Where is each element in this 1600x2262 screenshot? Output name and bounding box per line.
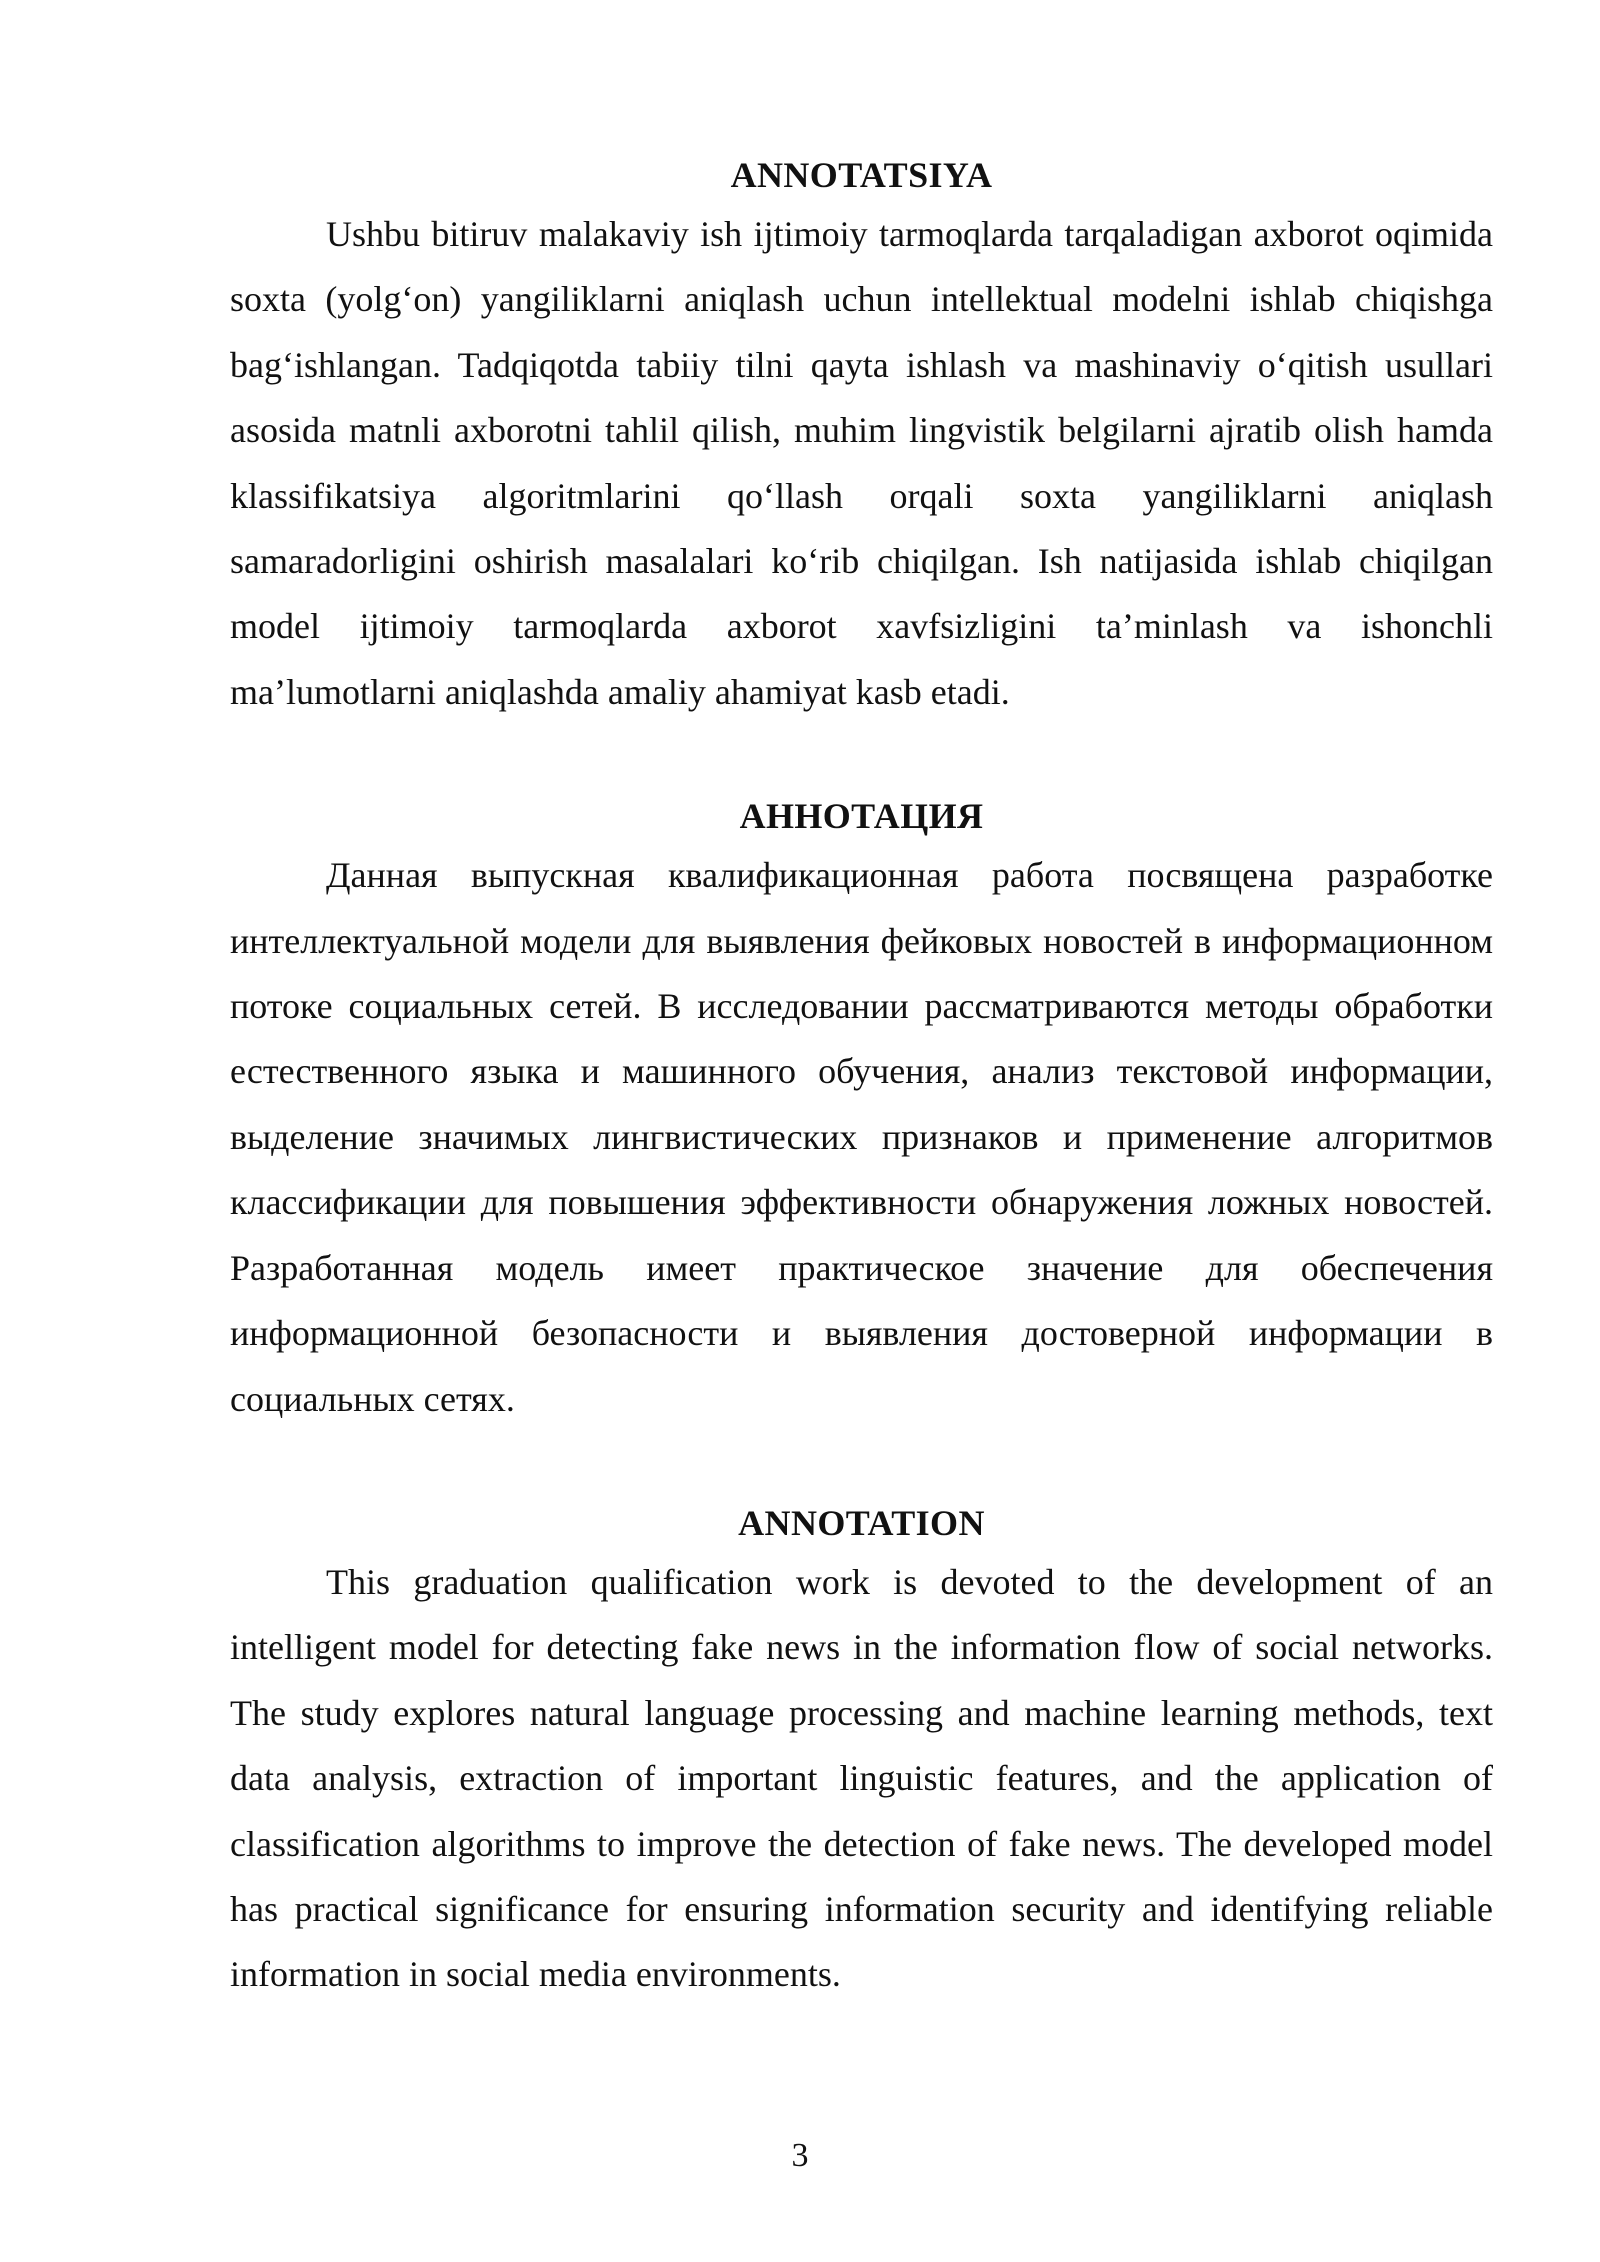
section-title-russian: АННОТАЦИЯ xyxy=(739,796,984,837)
section-body-uzbek: Ushbu bitiruv malakaviy ish ijtimoiy tarmoqlarda tarqaladigan axborot oqimida soxta (yolg‘on) yangiliklarni aniqlash uchun intellektual modelni ishlab chiqishga bag‘ishlangan. Tadqiqotda tabiiy tilni qayta ishlash va mashinaviy o‘qitish usullari asosida matnli axborotni tahlil qilish, muhim lingvistik belgilarni ajratib olish hamda klassifikatsiya algoritmlarini qo‘llash orqali soxta yangiliklarni aniqlash samaradorligini oshirish masalalari ko‘rib chiqilgan. Ish natijasida ishlab chiqilgan model ijtimoiy tarmoqlarda axborot xavfsizligini ta’minlash va ishonchli ma’lumotlarni aniqlashda amaliy ahamiyat kasb etadi. xyxy=(230,214,1493,712)
section-title-english: ANNOTATION xyxy=(738,1502,985,1543)
annotation-section-uzbek xyxy=(230,148,1493,725)
annotation-section-english xyxy=(230,1496,1493,2008)
page-number: 3 xyxy=(791,2137,809,2174)
section-title-uzbek: ANNOTATSIYA xyxy=(730,155,993,195)
page-content xyxy=(230,148,1493,2008)
section-body-russian: Данная выпускная квалификационная работа посвящена разработке интеллектуальной модели для выявления фейковых новостей в информационном потоке социальных сетей. В исследовании рассматриваются методы обработки естественного языка и машинного обучения, анализ текстовой информации, выделение значимых лингвистических признаков и применение алгоритмов классификации для повышения эффективности обнаружения ложных новостей. Разработанная модель имеет практическое значение для обеспечения информационной безопасности и выявления достоверной информации в социальных сетях. xyxy=(230,855,1493,1419)
section-body-english: This graduation qualification work is devoted to the development of an intelligent model for detecting fake news in the information flow of social networks. The study explores natural language processing and machine learning methods, text data analysis, extraction of important linguistic features, and the application of classification algorithms to improve the detection of fake news. The developed model has practical significance for ensuring information security and identifying reliable information in social media environments. xyxy=(230,1561,1493,1995)
annotation-section-russian xyxy=(230,789,1493,1432)
